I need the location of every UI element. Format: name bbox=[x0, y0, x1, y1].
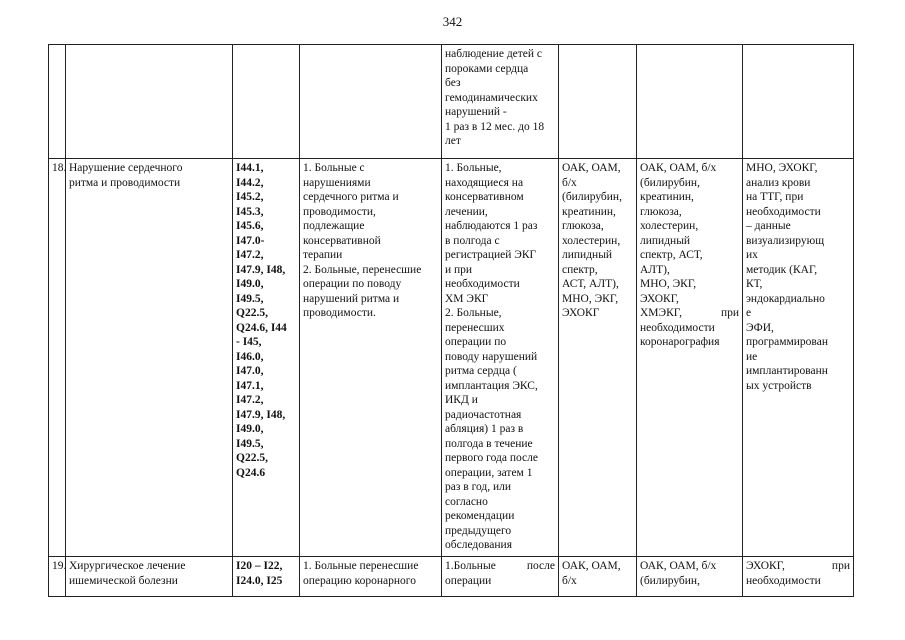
cell-line: глюкоза, bbox=[640, 205, 682, 218]
cell-line: наблюдаются 1 раз bbox=[445, 220, 538, 232]
cell-line: МНО, ЭКГ, bbox=[562, 292, 619, 305]
frequency-cell bbox=[442, 557, 559, 597]
cell-line: ИКД и bbox=[445, 394, 478, 406]
cell-line: нарушениями bbox=[303, 176, 371, 189]
cell-line: регистрацией ЭКГ bbox=[445, 249, 537, 261]
cell-line: лечении, bbox=[445, 205, 488, 218]
cell-line: ритма сердца ( bbox=[445, 365, 517, 377]
cell-line: 1. Больные, bbox=[445, 162, 502, 174]
cell-line: АСТ, АЛТ), bbox=[562, 278, 619, 290]
annual-tests-cell bbox=[637, 159, 743, 557]
cell-line: ие bbox=[746, 350, 758, 363]
cell-line: 1. Больные с bbox=[303, 162, 365, 174]
cell-line: операцию коронарного bbox=[303, 574, 416, 587]
patient-groups-cell bbox=[300, 159, 442, 557]
cell-line: Q22.5, bbox=[236, 452, 268, 464]
cell-text: 19. bbox=[52, 560, 67, 572]
cell-line: в полгода с bbox=[445, 234, 500, 247]
cell-line: I49.0, bbox=[236, 423, 264, 435]
cell-line: проводимости, bbox=[303, 205, 376, 218]
cell-line: холестерин, bbox=[640, 220, 699, 232]
cell-line: I49.5, bbox=[236, 437, 264, 450]
cell-line: имплантация ЭКС, bbox=[445, 379, 538, 392]
cell-line: абляция) 1 раз в bbox=[445, 423, 524, 435]
additional-tests-cell bbox=[743, 45, 854, 159]
cell-line: необходимости bbox=[640, 321, 715, 334]
cell-line: необходимости bbox=[746, 574, 821, 587]
lab-tests-cell bbox=[559, 159, 637, 557]
cell-line: наблюдение детей с bbox=[445, 48, 543, 60]
patient-groups-cell bbox=[300, 45, 442, 159]
cell-line: методик (КАГ, bbox=[746, 263, 818, 276]
cell-line: I47.2, bbox=[236, 249, 264, 261]
cell-line: их bbox=[746, 249, 758, 261]
row-number-cell bbox=[49, 45, 66, 159]
cell-line: ых устройств bbox=[746, 379, 812, 392]
page-number: 342 bbox=[442, 14, 463, 29]
cell-line: глюкоза, bbox=[562, 220, 604, 232]
table-row bbox=[49, 557, 854, 597]
cell-line: I47.9, I48, bbox=[236, 263, 286, 276]
row-number-cell bbox=[49, 159, 66, 557]
cell-line: ОАК, ОАМ, bbox=[562, 560, 621, 572]
cell-line: 1 раз в 12 мес. до 18 bbox=[445, 120, 545, 133]
cell-line: липидный bbox=[562, 249, 613, 261]
cell-line: 1.Больные после bbox=[445, 560, 555, 572]
cell-line: 2. Больные, перенесшие bbox=[303, 263, 422, 276]
cell-line: ХМ ЭКГ bbox=[445, 292, 489, 305]
cell-line: холестерин, bbox=[562, 234, 621, 247]
patient-groups-cell bbox=[300, 557, 442, 597]
cell-line: операции, затем 1 bbox=[445, 466, 533, 479]
cell-line: ЭХОКГ, bbox=[640, 292, 679, 305]
lab-tests-cell bbox=[559, 45, 637, 159]
cell-line: согласно bbox=[445, 495, 488, 508]
additional-tests-cell bbox=[743, 159, 854, 557]
annual-tests-cell bbox=[637, 45, 743, 159]
frequency-cell bbox=[442, 159, 559, 557]
cell-line: ОАК, ОАМ, б/х bbox=[640, 162, 717, 174]
cell-line: I49.5, bbox=[236, 292, 264, 305]
cell-line: (билирубин, bbox=[640, 574, 700, 587]
cell-line: предыдущего bbox=[445, 524, 512, 537]
dispensary-table bbox=[48, 44, 854, 597]
cell-text: 18. bbox=[52, 162, 67, 174]
cell-line: без bbox=[445, 77, 461, 89]
row-number-cell bbox=[49, 557, 66, 597]
cell-line: ишемической болезни bbox=[69, 574, 178, 587]
cell-line: проводимости. bbox=[303, 307, 376, 319]
cell-line: рекомендации bbox=[445, 510, 515, 522]
cell-line: программирован bbox=[746, 336, 828, 348]
cell-line: коронарография bbox=[640, 336, 720, 348]
cell-line: е bbox=[746, 307, 752, 319]
cell-line: б/х bbox=[562, 176, 577, 189]
cell-line: консервативной bbox=[303, 234, 381, 247]
cell-line: КТ, bbox=[746, 278, 763, 290]
disease-name-cell bbox=[66, 159, 233, 557]
cell-line: находящиеся на bbox=[445, 176, 524, 189]
icd-codes-cell bbox=[233, 45, 300, 159]
cell-line: АЛТ), bbox=[640, 263, 670, 276]
cell-line: спектр, АСТ, bbox=[640, 249, 703, 261]
cell-line: креатинин, bbox=[562, 205, 616, 218]
cell-line: - I45, bbox=[236, 336, 262, 348]
cell-line: пороками сердца bbox=[445, 62, 529, 75]
table-row bbox=[49, 45, 854, 159]
cell-line: подлежащие bbox=[303, 220, 365, 232]
cell-line: I49.0, bbox=[236, 278, 264, 290]
cell-line: I45.2, bbox=[236, 191, 264, 203]
cell-line: I20 – I22, bbox=[236, 560, 283, 572]
cell-line: сердечного ритма и bbox=[303, 191, 399, 203]
cell-line: консервативном bbox=[445, 191, 524, 203]
cell-line: I47.2, bbox=[236, 394, 264, 406]
cell-line: ЭФИ, bbox=[746, 321, 774, 334]
cell-line: спектр, bbox=[562, 263, 598, 276]
cell-line: ЭХОКГ bbox=[562, 307, 600, 319]
cell-line: имплантированн bbox=[746, 365, 828, 377]
cell-line: липидный bbox=[640, 234, 691, 247]
cell-line: Хирургическое лечение bbox=[69, 560, 186, 572]
cell-line: (билирубин, bbox=[562, 191, 622, 203]
disease-name-cell bbox=[66, 45, 233, 159]
cell-line: I47.0- bbox=[236, 234, 265, 247]
cell-line: перенесших bbox=[445, 321, 505, 334]
cell-line: I47.0, bbox=[236, 365, 264, 377]
cell-line: эндокардиально bbox=[746, 292, 825, 305]
cell-line: б/х bbox=[562, 574, 577, 587]
cell-line: на ТТГ, при bbox=[746, 191, 804, 203]
cell-line: необходимости bbox=[445, 278, 520, 290]
cell-line: нарушений - bbox=[445, 106, 507, 118]
disease-name-cell bbox=[66, 557, 233, 597]
cell-line: (билирубин, bbox=[640, 176, 700, 189]
cell-line: ЭХОКГ, при bbox=[746, 560, 850, 572]
cell-line: полгода в течение bbox=[445, 437, 533, 450]
cell-line: креатинин, bbox=[640, 191, 694, 203]
cell-line: гемодинамических bbox=[445, 91, 538, 104]
cell-line: необходимости bbox=[746, 205, 821, 218]
cell-line: I44.1, bbox=[236, 162, 264, 174]
cell-line: МНО, ЭХОКГ, bbox=[746, 162, 818, 174]
cell-line: ритма и проводимости bbox=[69, 176, 181, 189]
icd-codes-cell bbox=[233, 159, 300, 557]
cell-line: ОАК, ОАМ, bbox=[562, 162, 621, 174]
cell-line: I45.6, bbox=[236, 220, 264, 232]
cell-line: I47.1, bbox=[236, 379, 264, 392]
cell-line: Q24.6 bbox=[236, 466, 266, 479]
cell-line: операции по bbox=[445, 336, 507, 348]
cell-line: обследования bbox=[445, 539, 512, 551]
icd-codes-cell bbox=[233, 557, 300, 597]
cell-line: Q22.5, bbox=[236, 307, 268, 319]
cell-line: 1. Больные перенесшие bbox=[303, 560, 419, 572]
cell-line: I46.0, bbox=[236, 350, 264, 363]
cell-line: операции по поводу bbox=[303, 278, 402, 290]
annual-tests-cell bbox=[637, 557, 743, 597]
cell-line: раз в год, или bbox=[445, 481, 512, 493]
cell-line: I24.0, I25 bbox=[236, 574, 283, 587]
cell-line: визуализирующ bbox=[746, 234, 825, 247]
cell-line: операции bbox=[445, 574, 492, 587]
cell-line: ХМЭКГ, при bbox=[640, 307, 739, 319]
cell-line: ОАК, ОАМ, б/х bbox=[640, 560, 717, 572]
cell-line: нарушений ритма и bbox=[303, 292, 400, 305]
cell-line: 2. Больные, bbox=[445, 307, 502, 319]
cell-line: первого года после bbox=[445, 452, 538, 464]
cell-line: I45.3, bbox=[236, 205, 264, 218]
cell-line: I44.2, bbox=[236, 176, 264, 189]
cell-line: терапии bbox=[303, 249, 343, 261]
cell-line: Нарушение сердечного bbox=[69, 162, 183, 174]
cell-line: I47.9, I48, bbox=[236, 408, 286, 421]
cell-line: лет bbox=[445, 135, 461, 147]
frequency-cell bbox=[442, 45, 559, 159]
cell-line: МНО, ЭКГ, bbox=[640, 278, 697, 290]
lab-tests-cell bbox=[559, 557, 637, 597]
table-row bbox=[49, 159, 854, 557]
cell-line: поводу нарушений bbox=[445, 350, 538, 363]
additional-tests-cell bbox=[743, 557, 854, 597]
cell-line: анализ крови bbox=[746, 176, 811, 189]
cell-line: Q24.6, I44 bbox=[236, 321, 287, 334]
cell-line: и при bbox=[445, 263, 473, 276]
cell-line: – данные bbox=[746, 220, 791, 232]
cell-line: радиочастотная bbox=[445, 408, 522, 421]
